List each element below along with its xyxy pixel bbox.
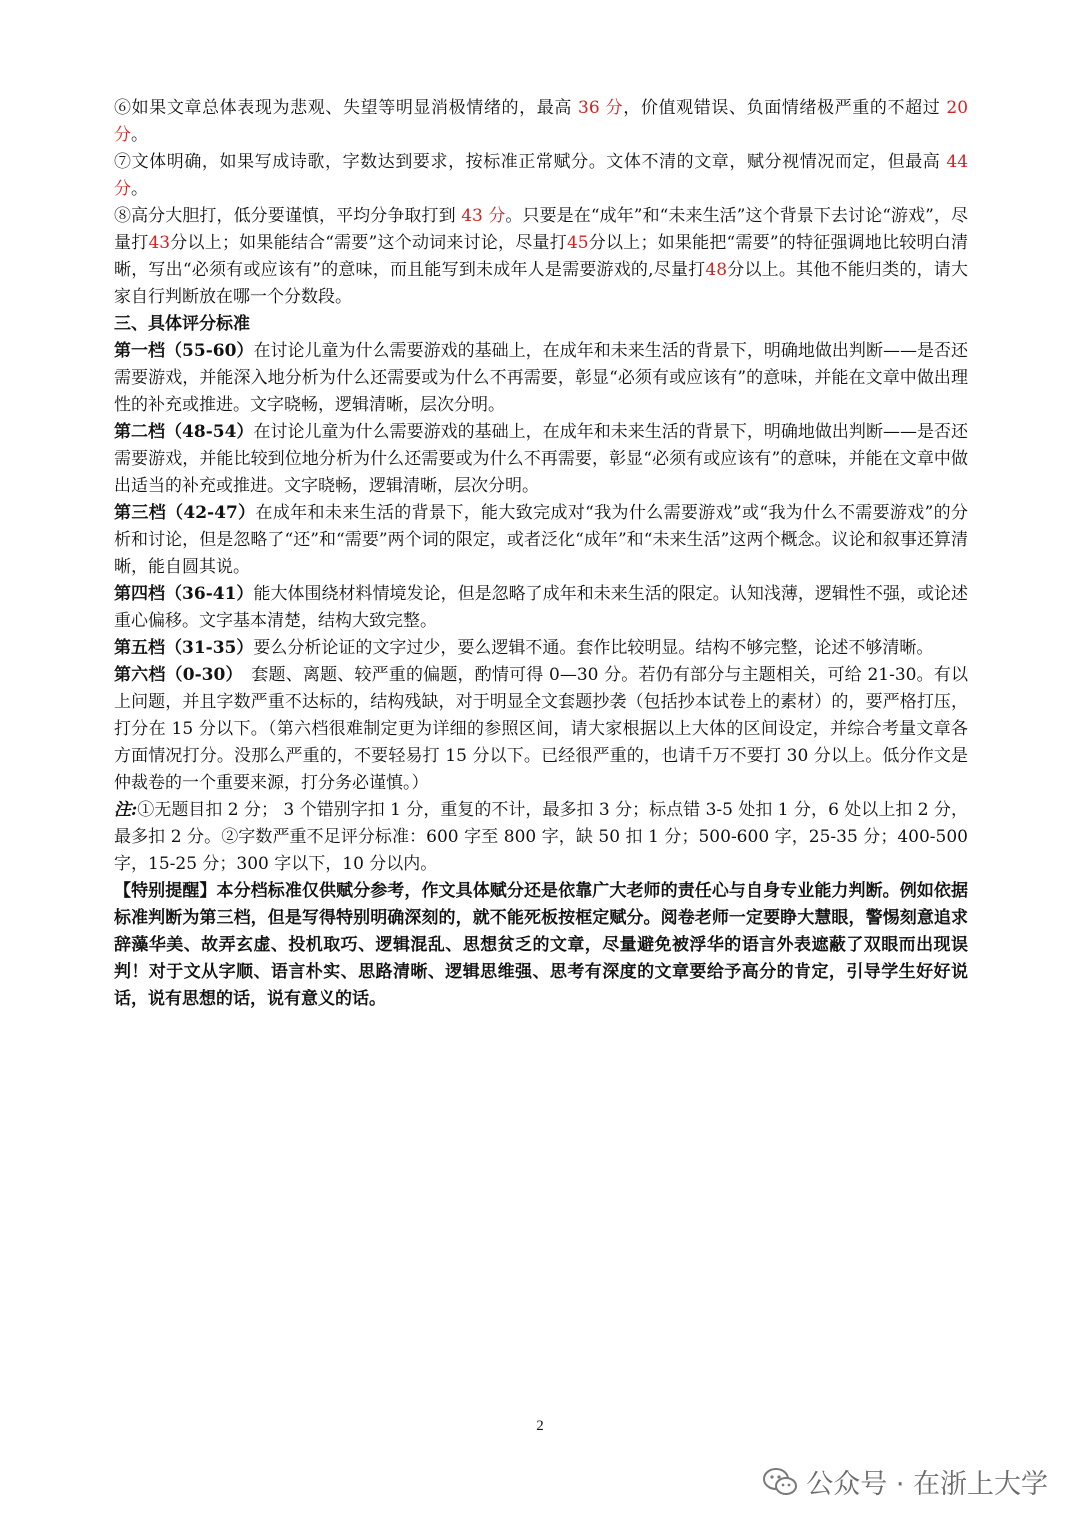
score-highlight: 48: [705, 260, 728, 280]
grade-label: 第六档（0-30）: [114, 665, 235, 685]
grade-label: 第三档（42-47）: [114, 503, 256, 523]
grade-3: 第三档（42-47）在成年和未来生活的背景下，能大致完成对“我为什么需要游戏”或“我为什么不需要游戏”的分析和讨论，但是忽略了“还”和“需要”两个词的限定，或者泛化“成年”和“未来生活”这两个概念。议论和叙事还算清晰，能自圆其说。: [114, 503, 968, 577]
grade-6: 第六档（0-30） 套题、离题、较严重的偏题，酌情可得 0—30 分。若仍有部分与主题相关，可给 21-30。有以上问题，并且字数严重不达标的，结构残缺，对于明显全文套题抄袭（包括抄本试卷上的素材）的，要严格打压，打分在 15 分以下。（第六档很难制定更为详细的参照区间，请大家根据以上大体的区间设定，并综合考量文章各方面情况打分。没那么严重的，不要轻易打 15 分以下。已经很严重的，也请千万不要打 30 分以上。低分作文是仲裁卷的一个重要来源，打分务必谨慎。）: [114, 665, 968, 793]
score-highlight: 36 分: [578, 98, 624, 118]
watermark: [762, 1462, 1048, 1501]
watermark-text: 公众号 · 在浙上大学: [806, 1469, 1048, 1500]
score-highlight: 44 分: [114, 152, 969, 199]
score-highlight: 45: [566, 233, 589, 253]
grade-5: 第五档（31-35）要么分析论证的文字过少，要么逻辑不通。套作比较明显。结构不够完整，论述不够清晰。: [114, 638, 934, 658]
grade-label: 第五档（31-35）: [114, 638, 254, 658]
page-number: 2: [536, 1418, 544, 1434]
grade-label: 第二档（48-54）: [114, 422, 254, 442]
score-highlight: 20 分: [114, 98, 969, 145]
grade-label: 第四档（36-41）: [114, 584, 254, 604]
special-reminder: 【特别提醒】本分档标准仅供赋分参考，作文具体赋分还是依靠广大老师的责任心与自身专业能力判断。例如依据标准判断为第三档，但是写得特别明确深刻的，就不能死板按框定赋分。阅卷老师一定要睁大慧眼，警惕刻意追求辞藻华美、故弄玄虚、投机取巧、逻辑混乱、思想贫乏的文章，尽量避免被浮华的语言外表遮蔽了双眼而出现误判！对于文从字顺、语言朴实、思路清晰、逻辑思维强、思考有深度的文章要给予高分的肯定，引导学生好好说话，说有思想的话，说有意义的话。: [114, 881, 968, 1009]
section-title: 三、具体评分标准: [114, 314, 250, 334]
note-label: 注:: [114, 800, 138, 820]
score-highlight: 43 分: [461, 206, 506, 226]
grade-4: 第四档（36-41）能大体围绕材料情境发论，但是忽略了成年和未来生活的限定。认知浅薄，逻辑性不强，或论述重心偏移。文字基本清楚，结构大致完整。: [114, 584, 968, 631]
rule-6: ⑥如果文章总体表现为悲观、失望等明显消极情绪的，最高 36 分，价值观错误、负面情绪极严重的不超过 20 分。: [114, 98, 969, 145]
grade-label: 第一档（55-60）: [114, 341, 254, 361]
document-body: [114, 95, 968, 1013]
note: 注:①无题目扣 2 分； 3 个错别字扣 1 分，重复的不计，最多扣 3 分；标点错 3-5 处扣 1 分，6 处以上扣 2 分，最多扣 2 分。②字数严重不足评分标准：600 字至 800 字，缺 50 扣 1 分；500-600 字，25-35 分；400-500 字，15-25 分；300 字以下，10 分以内。: [114, 800, 968, 874]
rule-7: ⑦文体明确，如果写成诗歌，字数达到要求，按标准正常赋分。文体不清的文章，赋分视情况而定，但最高 44 分。: [114, 152, 969, 199]
rule-8: ⑧高分大胆打，低分要谨慎，平均分争取打到 43 分。只要是在“成年”和“未来生活”这个背景下去讨论“游戏”，尽量打43分以上；如果能结合“需要”这个动词来讨论，尽量打45分以上；如果能把“需要”的特征强调地比较明白清晰，写出“必须有或应该有”的意味，而且能写到未成年人是需要游戏的,尽量打48分以上。其他不能归类的，请大家自行判断放在哪一个分数段。: [114, 206, 969, 307]
wechat-icon: [762, 1467, 798, 1497]
score-highlight: 43: [148, 233, 171, 253]
grade-2: 第二档（48-54）在讨论儿童为什么需要游戏的基础上，在成年和未来生活的背景下，明确地做出判断——是否还需要游戏，并能比较到位地分析为什么还需要或为什么不再需要，彰显“必须有或应该有”的意味，并能在文章中做出适当的补充或推进。文字晓畅，逻辑清晰，层次分明。: [114, 422, 968, 496]
grade-1: 第一档（55-60）在讨论儿童为什么需要游戏的基础上，在成年和未来生活的背景下，明确地做出判断——是否还需要游戏，并能深入地分析为什么还需要或为什么不再需要，彰显“必须有或应该有”的意味，并能在文章中做出理性的补充或推进。文字晓畅，逻辑清晰，层次分明。: [114, 341, 968, 415]
